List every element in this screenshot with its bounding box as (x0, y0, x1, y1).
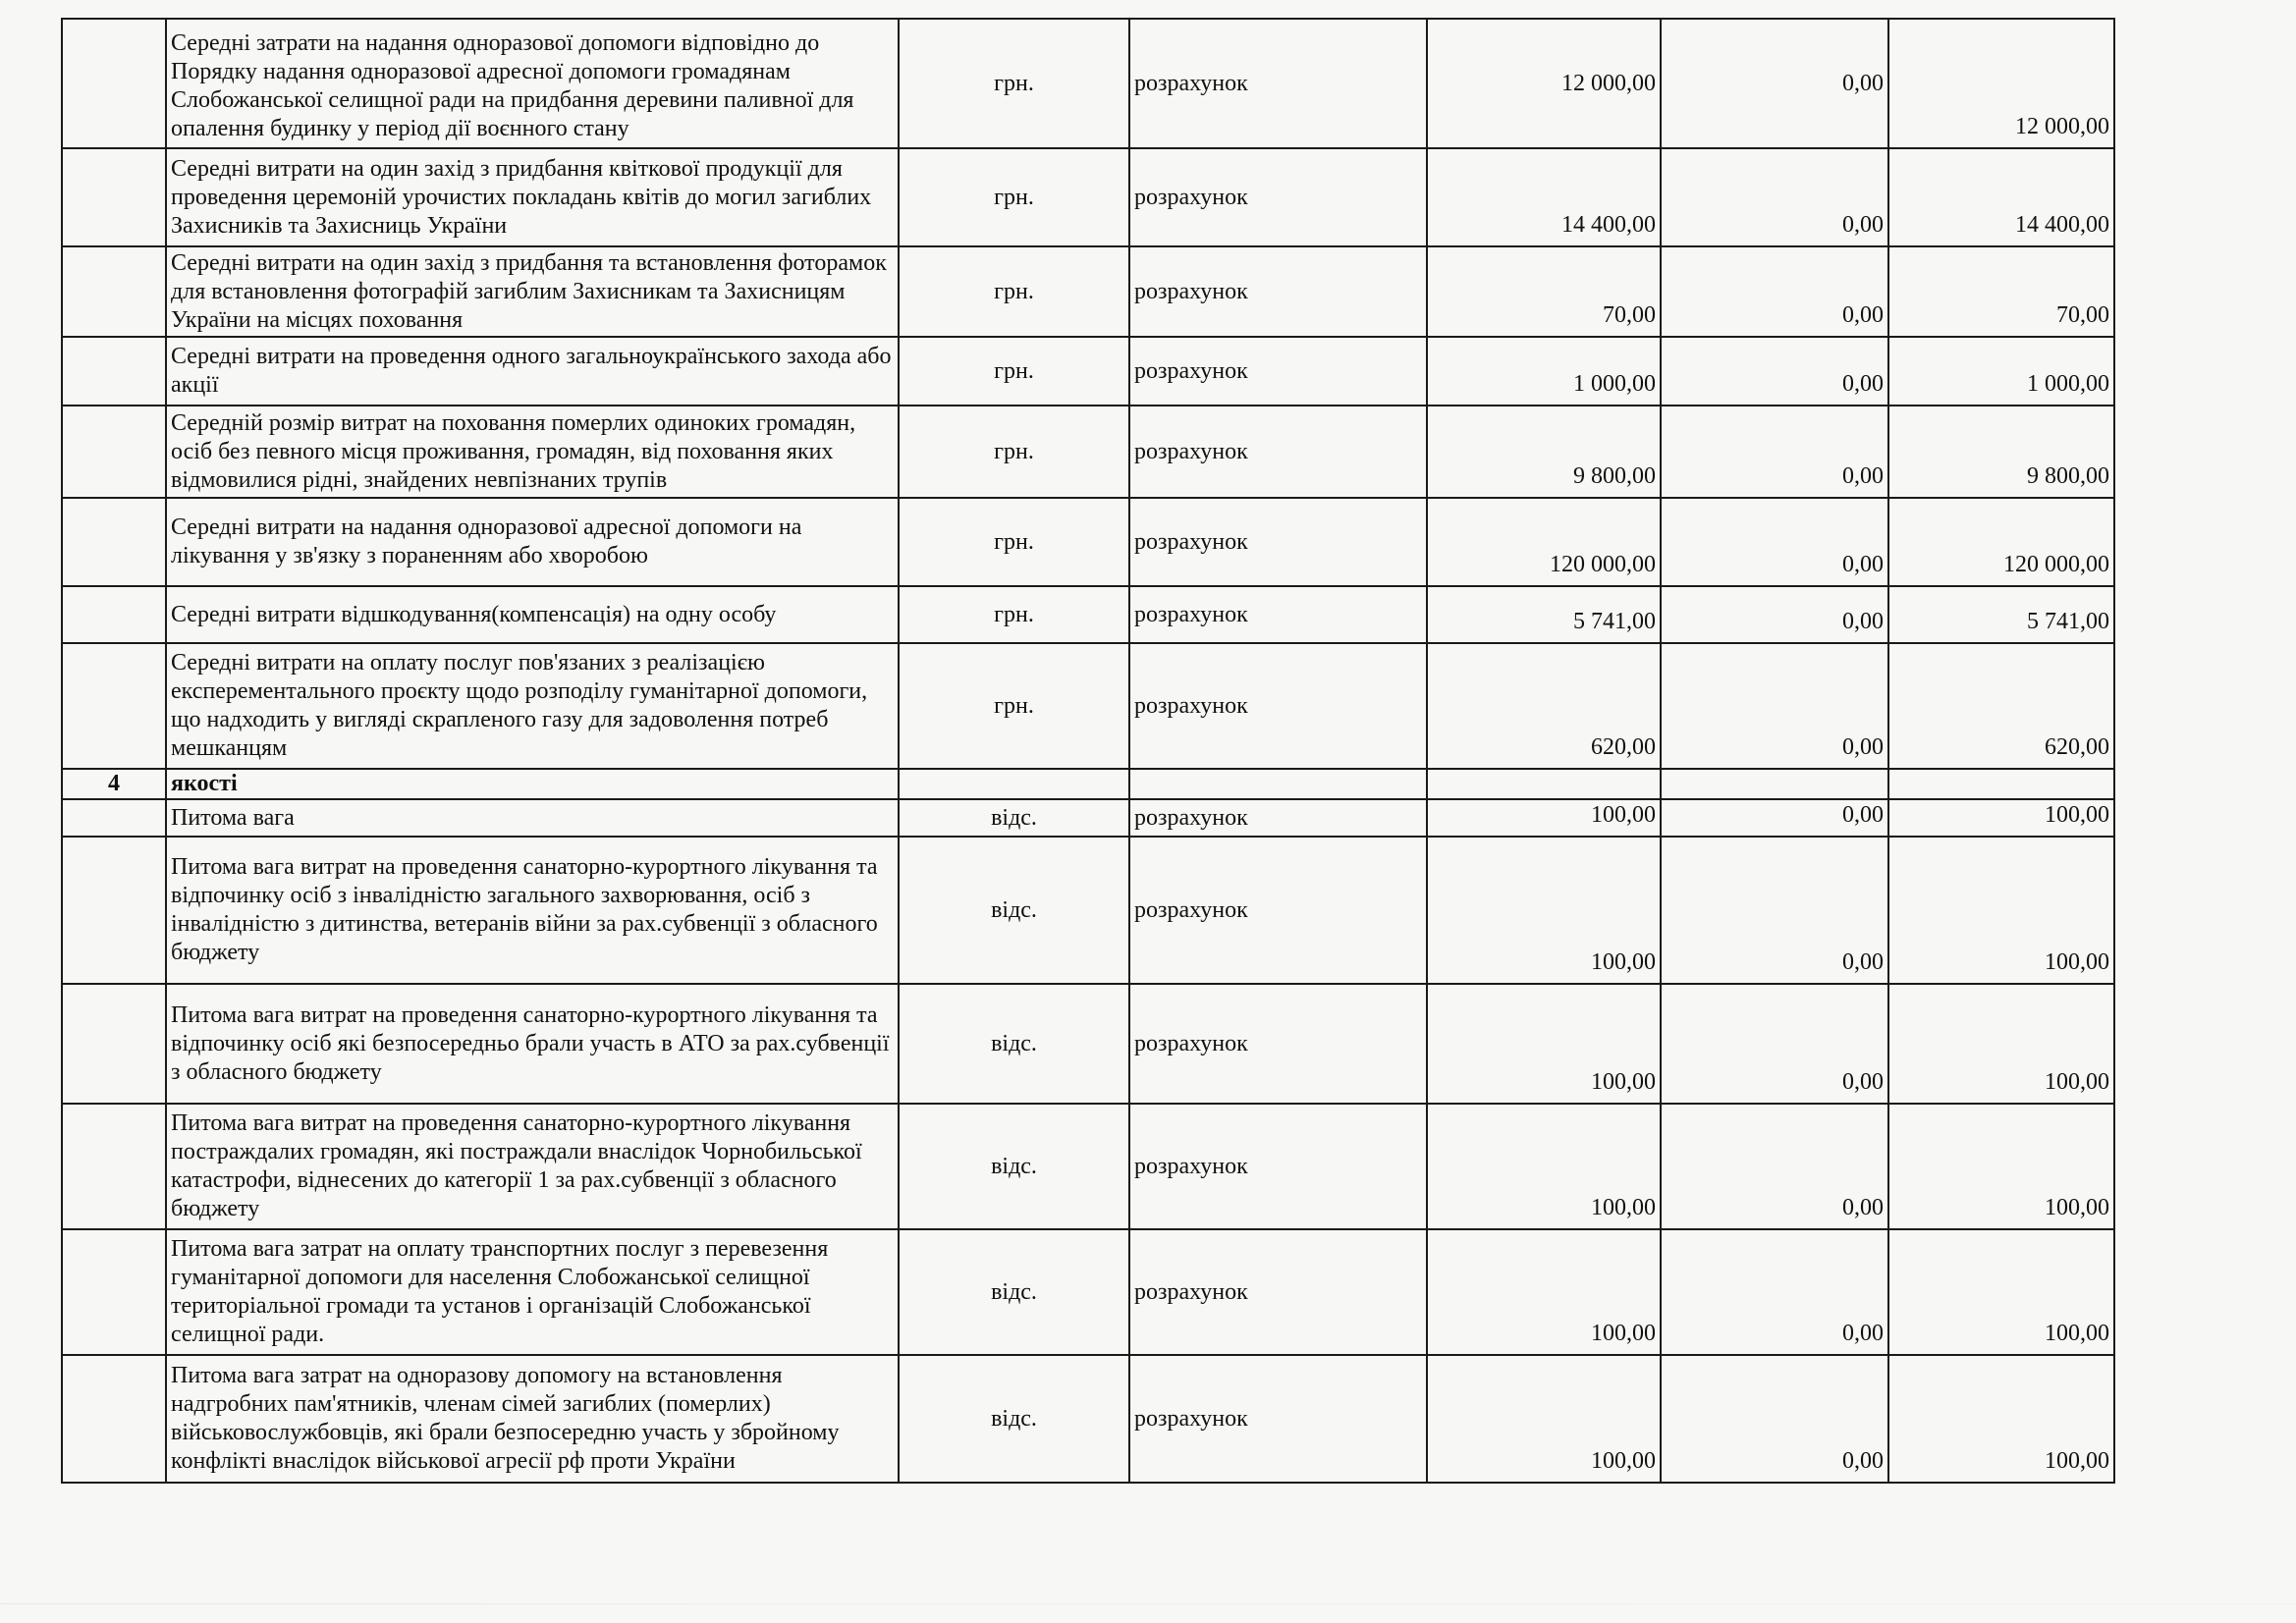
table-row (62, 498, 2114, 586)
indicator-name: Питома вага затрат на одноразову допомогу на встановлення надгробних пам'ятників, членам сімей загиблих (померлих) військовослужбовців, які брали безпосередню участь у збройному конфлікті внаслідок військової агресії рф проти України (166, 1355, 899, 1483)
indicator-name: Питома вага витрат на проведення санаторно-курортного лікування постраждалих громадян, які постраждали внаслідок Чорнобильської катастрофи, віднесених до категорії 1 за рах.субвенції з обласного бюджету (166, 1104, 899, 1229)
indicator-name: Питома вага затрат на оплату транспортних послуг з перевезення гуманітарної допомоги для населення Слобожанської селищної територіальної громади та установ і організацій Слобожанської селищної ради. (166, 1229, 899, 1355)
document-sheet (61, 18, 2113, 1484)
value-special-fund: 0,00 (1661, 498, 1888, 586)
value-special-fund: 0,00 (1661, 837, 1888, 984)
indicator-name: Середні затрати на надання одноразової допомоги відповідно до Порядку надання одноразової адресної допомоги громадянам Слобожанської селищної ради на придбання деревини паливної для опалення будинку у період дії воєнного стану (166, 19, 899, 148)
info-source: розрахунок (1129, 837, 1427, 984)
unit-of-measure: грн. (899, 643, 1129, 769)
table-row (62, 984, 2114, 1104)
row-number (62, 799, 166, 837)
info-source: розрахунок (1129, 337, 1427, 406)
section-number: 4 (62, 769, 166, 799)
value-general-fund: 100,00 (1427, 1229, 1661, 1355)
row-number (62, 337, 166, 406)
row-number (62, 837, 166, 984)
info-source: розрахунок (1129, 586, 1427, 643)
row-number (62, 586, 166, 643)
value-special-fund: 0,00 (1661, 984, 1888, 1104)
empty-cell (1888, 769, 2114, 799)
table-row (62, 148, 2114, 246)
value-total: 70,00 (1888, 246, 2114, 337)
value-total: 12 000,00 (1888, 19, 2114, 148)
info-source: розрахунок (1129, 246, 1427, 337)
table-row (62, 837, 2114, 984)
indicator-name: Середні витрати відшкодування(компенсація) на одну особу (166, 586, 899, 643)
value-general-fund: 100,00 (1427, 837, 1661, 984)
row-number (62, 1229, 166, 1355)
value-special-fund: 0,00 (1661, 799, 1888, 837)
value-special-fund: 0,00 (1661, 148, 1888, 246)
unit-of-measure: грн. (899, 19, 1129, 148)
unit-of-measure: відс. (899, 1229, 1129, 1355)
value-total: 5 741,00 (1888, 586, 2114, 643)
value-general-fund: 70,00 (1427, 246, 1661, 337)
value-general-fund: 12 000,00 (1427, 19, 1661, 148)
value-total: 620,00 (1888, 643, 2114, 769)
table-row (62, 19, 2114, 148)
section-title: якості (166, 769, 899, 799)
value-special-fund: 0,00 (1661, 406, 1888, 498)
value-special-fund: 0,00 (1661, 246, 1888, 337)
value-special-fund: 0,00 (1661, 1229, 1888, 1355)
value-special-fund: 0,00 (1661, 337, 1888, 406)
value-special-fund: 0,00 (1661, 586, 1888, 643)
row-number (62, 406, 166, 498)
value-general-fund: 14 400,00 (1427, 148, 1661, 246)
unit-of-measure: відс. (899, 837, 1129, 984)
indicator-name: Питома вага витрат на проведення санаторно-курортного лікування та відпочинку осіб які безпосередньо брали участь в АТО за рах.субвенції з обласного бюджету (166, 984, 899, 1104)
info-source: розрахунок (1129, 406, 1427, 498)
value-general-fund: 620,00 (1427, 643, 1661, 769)
table-row (62, 1104, 2114, 1229)
empty-cell (1661, 769, 1888, 799)
value-total: 100,00 (1888, 799, 2114, 837)
unit-of-measure: відс. (899, 1355, 1129, 1483)
row-number (62, 1355, 166, 1483)
unit-of-measure: відс. (899, 984, 1129, 1104)
indicator-name: Середні витрати на оплату послуг пов'язаних з реалізацією експерементального проєкту щодо розподілу гуманітарної допомоги, що надходить у вигляді скрапленого газу для задоволення потреб мешканцям (166, 643, 899, 769)
unit-of-measure: відс. (899, 799, 1129, 837)
value-general-fund: 9 800,00 (1427, 406, 1661, 498)
value-total: 100,00 (1888, 1104, 2114, 1229)
value-general-fund: 100,00 (1427, 799, 1661, 837)
value-total: 100,00 (1888, 1355, 2114, 1483)
row-number (62, 19, 166, 148)
value-total: 9 800,00 (1888, 406, 2114, 498)
section-row (62, 769, 2114, 799)
value-general-fund: 100,00 (1427, 1104, 1661, 1229)
unit-of-measure: грн. (899, 148, 1129, 246)
empty-cell (1427, 769, 1661, 799)
info-source: розрахунок (1129, 1104, 1427, 1229)
indicator-name: Середні витрати на надання одноразової адресної допомоги на лікування у зв'язку з пораненням або хворобою (166, 498, 899, 586)
value-special-fund: 0,00 (1661, 643, 1888, 769)
unit-of-measure: грн. (899, 586, 1129, 643)
unit-of-measure: грн. (899, 498, 1129, 586)
row-number (62, 498, 166, 586)
info-source: розрахунок (1129, 1229, 1427, 1355)
table-row (62, 246, 2114, 337)
indicator-name: Середні витрати на один захід з придбання квіткової продукції для проведення церемоній урочистих покладань квітів до могил загиблих Захисників та Захисниць України (166, 148, 899, 246)
value-total: 100,00 (1888, 984, 2114, 1104)
table-row (62, 406, 2114, 498)
table-row (62, 1355, 2114, 1483)
info-source: розрахунок (1129, 148, 1427, 246)
row-number (62, 984, 166, 1104)
indicator-name: Середні витрати на проведення одного загальноукраїнського захода або акції (166, 337, 899, 406)
value-general-fund: 1 000,00 (1427, 337, 1661, 406)
unit-of-measure: відс. (899, 1104, 1129, 1229)
info-source: розрахунок (1129, 1355, 1427, 1483)
table-row (62, 1229, 2114, 1355)
value-total: 1 000,00 (1888, 337, 2114, 406)
unit-of-measure: грн. (899, 246, 1129, 337)
value-special-fund: 0,00 (1661, 1104, 1888, 1229)
info-source: розрахунок (1129, 19, 1427, 148)
scan-artifact-line (0, 1603, 2296, 1604)
indicator-name: Середній розмір витрат на поховання померлих одиноких громадян, осіб без певного місця проживання, громадян, від поховання яких відмовилися рідні, знайдених невпізнаних трупів (166, 406, 899, 498)
row-number (62, 246, 166, 337)
info-source: розрахунок (1129, 498, 1427, 586)
value-total: 100,00 (1888, 1229, 2114, 1355)
info-source: розрахунок (1129, 799, 1427, 837)
value-special-fund: 0,00 (1661, 1355, 1888, 1483)
row-number (62, 1104, 166, 1229)
unit-of-measure: грн. (899, 406, 1129, 498)
row-number (62, 148, 166, 246)
value-total: 120 000,00 (1888, 498, 2114, 586)
table-row (62, 643, 2114, 769)
value-total: 14 400,00 (1888, 148, 2114, 246)
indicators-table (61, 18, 2115, 1484)
row-number (62, 643, 166, 769)
indicator-name: Питома вага витрат на проведення санаторно-курортного лікування та відпочинку осіб з інвалідністю загального захворювання, осіб з інвалідністю з дитинства, ветеранів війни за рах.субвенції з обласного бюджету (166, 837, 899, 984)
unit-of-measure: грн. (899, 337, 1129, 406)
table-row (62, 799, 2114, 837)
value-general-fund: 100,00 (1427, 1355, 1661, 1483)
table-row (62, 337, 2114, 406)
value-general-fund: 5 741,00 (1427, 586, 1661, 643)
info-source: розрахунок (1129, 643, 1427, 769)
value-general-fund: 120 000,00 (1427, 498, 1661, 586)
indicator-name: Питома вага (166, 799, 899, 837)
value-total: 100,00 (1888, 837, 2114, 984)
value-general-fund: 100,00 (1427, 984, 1661, 1104)
empty-cell (1129, 769, 1427, 799)
indicator-name: Середні витрати на один захід з придбання та встановлення фоторамок для встановлення фотографій загиблим Захисникам та Захисницям України на місцях поховання (166, 246, 899, 337)
info-source: розрахунок (1129, 984, 1427, 1104)
empty-cell (899, 769, 1129, 799)
value-special-fund: 0,00 (1661, 19, 1888, 148)
table-row (62, 586, 2114, 643)
